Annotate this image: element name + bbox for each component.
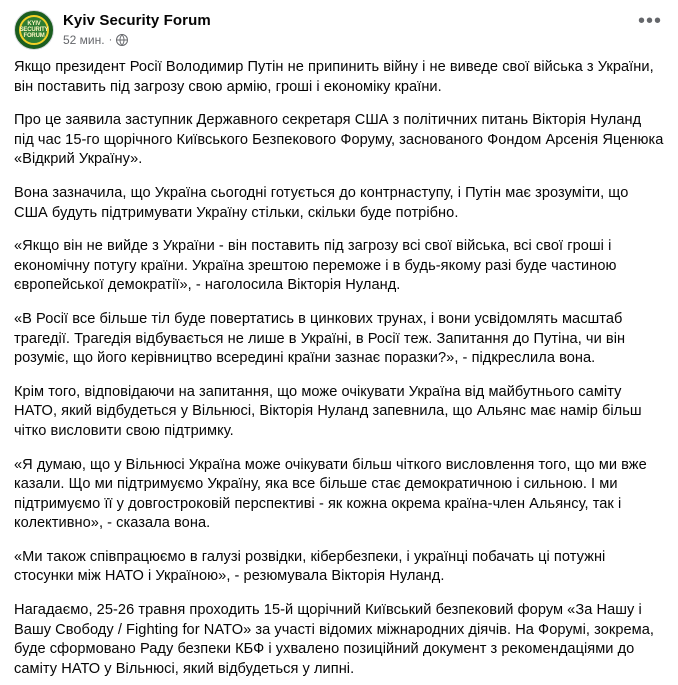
ellipsis-icon[interactable]: •••: [637, 10, 662, 32]
post-timestamp[interactable]: 52 мин.: [63, 33, 105, 47]
globe-icon: [116, 34, 128, 46]
post-paragraph: Якщо президент Росії Володимир Путін не припинить війну і не виведе свої війська з України, він поставить під загрозу свою армію, гроші і економіку країни.: [14, 59, 654, 95]
post-paragraph: Крім того, відповідаючи на запитання, що може очікувати Україна від майбутнього саміту НАТО, який відбудеться у Вільнюсі, Вікторія Нуланд запевнила, що Альянс має намір більш чітко висловити свою підтримку.: [14, 383, 642, 439]
avatar-label: KYIV SECURITY FORUM: [19, 21, 49, 39]
post-body: [14, 58, 664, 679]
post-paragraph: Вона зазначила, що Україна сьогодні готується до контрнаступу, і Путін має зрозуміти, що США будуть підтримувати Україну стільки, скільки буде потрібно.: [14, 184, 629, 221]
post-header-text: [63, 10, 630, 48]
post-paragraph: Нагадаємо, 25-26 травня проходить 15-й щорічний Київський безпековий форум «За Нашу і Вашу Свободу / Fighting for NATO» за участі відомих міжнародних діячів. На Форумі, зокрема, буде сформовано Раду безпеки КБФ і ухвалено позиційний документ з рекомендаціями до саміту НАТО у Вільнюсі, який відбудеться у липні.: [14, 602, 655, 677]
avatar[interactable]: [14, 10, 54, 50]
post-paragraph: «Ми також співпрацюємо в галузі розвідки, кібербезпеки, і українці побачать ці потужні стосунки між НАТО і Україною», - резюмувала Вікторія Нуланд.: [14, 548, 606, 585]
post-paragraph: «В Росії все більше тіл буде повертатись в цинкових трунах, і вони усвідомлять масштаб трагедії. Трагедія відбувається не лише в Україні, в Росії теж. Запитання до Путіна, чи він розуміє, що його керівництво всередині країни зазнає поразки?», - підкреслила вона.: [14, 310, 626, 367]
post-paragraph: «Я думаю, що у Вільнюсі Україна може очікувати більш чіткого висловлення того, що ми вже казали. Що ми підтримуємо Україну, яка все більше стає демократичною і сильною. І ми підтримуємо її у довгостроковій перспективі - як кожна окрема країна-член Альянсу, так і колективно», - сказала вона.: [14, 456, 647, 532]
post-meta: [63, 32, 630, 48]
post-header: [14, 10, 664, 50]
page-name[interactable]: Kyiv Security Forum: [63, 12, 211, 29]
post-paragraph: «Якщо він не вийде з України - він поставить під загрозу всі свої війська, всі свої гроші і економічну потугу країни. Україна зрештою переможе і в будь-якому разі буде частиною європейської демократії», - наголосила Вікторія Нуланд.: [14, 238, 617, 294]
post-paragraph: Про це заявила заступник Державного секретаря США з політичних питань Вікторія Нуланд під час 15-го щорічного Київського Безпекового Форуму, заснованого Фондом Арсенія Яценюка «Відкрий Україну».: [14, 112, 664, 168]
meta-separator: ·: [108, 34, 113, 46]
